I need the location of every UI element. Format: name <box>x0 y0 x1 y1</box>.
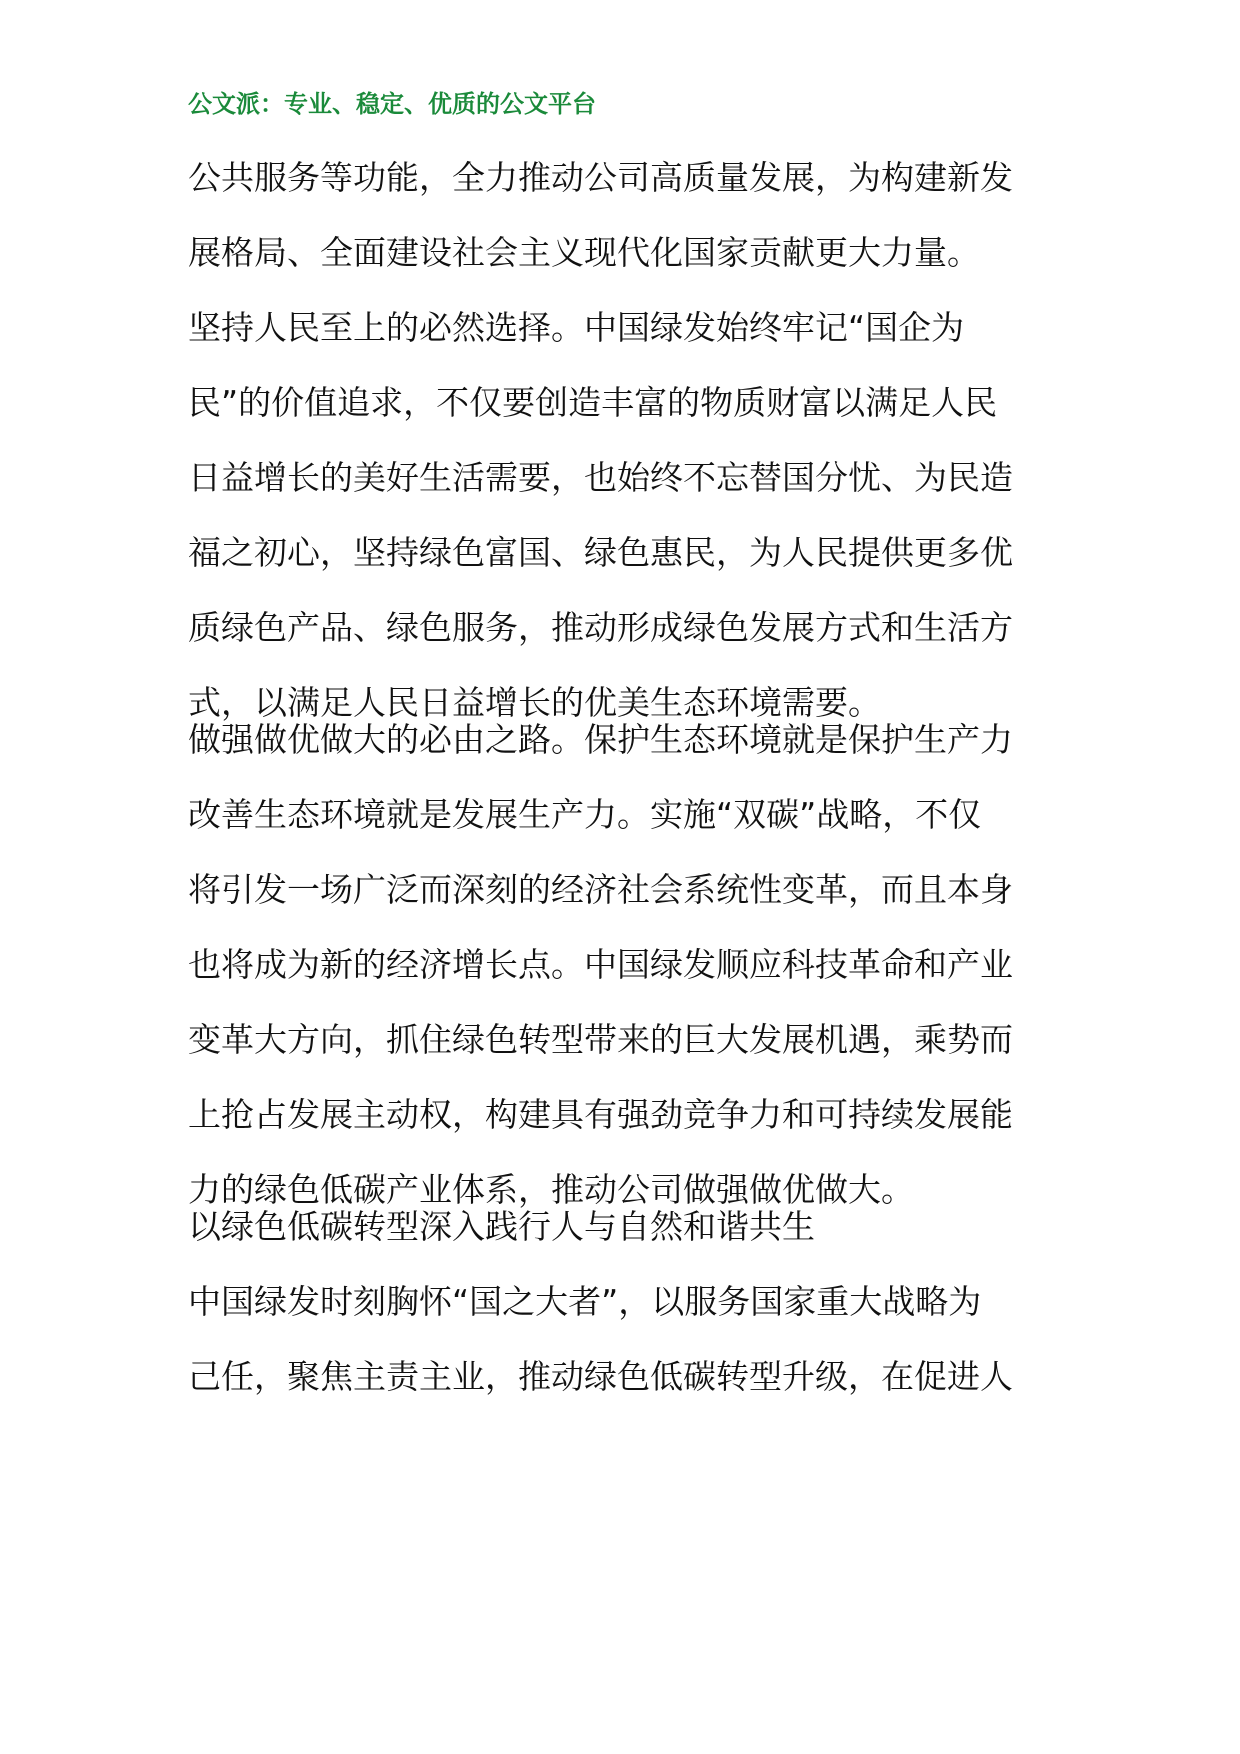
text-line: 己任，聚焦主责主业，推动绿色低碳转型升级，在促进人 <box>188 1357 1013 1396</box>
paragraph <box>188 1264 1058 1414</box>
text-line: 公共服务等功能，全力推动公司高质量发展，为构建新发 <box>188 158 1013 197</box>
text-line: 改善生态环境就是发展生产力。实施“双碳”战略，不仅 <box>188 795 982 834</box>
section-heading <box>188 1189 1058 1264</box>
text-line: 福之初心，坚持绿色富国、绿色惠民，为人民提供更多优 <box>188 533 1013 572</box>
paragraph <box>188 290 1058 740</box>
text-line: 力的绿色低碳产业体系，推动公司做强做优做大。 <box>188 1170 914 1209</box>
text-line: 以绿色低碳转型深入践行人与自然和谐共生 <box>188 1207 815 1246</box>
text-line: 做强做优做大的必由之路。保护生态环境就是保护生产力 <box>188 720 1013 759</box>
text-line: 变革大方向，抓住绿色转型带来的巨大发展机遇，乘势而 <box>188 1020 1013 1059</box>
text-line: 民”的价值追求，不仅要创造丰富的物质财富以满足人民 <box>188 383 998 422</box>
text-line: 式，以满足人民日益增长的优美生态环境需要。 <box>188 683 881 722</box>
paragraph <box>188 702 1058 1227</box>
text-line: 日益增长的美好生活需要，也始终不忘替国分忧、为民造 <box>188 458 1013 497</box>
text-line: 展格局、全面建设社会主义现代化国家贡献更大力量。 <box>188 233 980 272</box>
text-line: 上抢占发展主动权，构建具有强劲竞争力和可持续发展能 <box>188 1095 1013 1134</box>
paragraph <box>188 140 1058 290</box>
text-line: 将引发一场广泛而深刻的经济社会系统性变革，而且本身 <box>188 870 1013 909</box>
text-line: 中国绿发时刻胸怀“国之大者”，以服务国家重大战略为 <box>188 1282 982 1321</box>
text-line: 也将成为新的经济增长点。中国绿发顺应科技革命和产业 <box>188 945 1013 984</box>
text-line: 坚持人民至上的必然选择。中国绿发始终牢记“国企为 <box>188 308 965 347</box>
site-header-title: 公文派：专业、稳定、优质的公文平台 <box>188 90 596 118</box>
text-line: 质绿色产品、绿色服务，推动形成绿色发展方式和生活方 <box>188 608 1013 647</box>
